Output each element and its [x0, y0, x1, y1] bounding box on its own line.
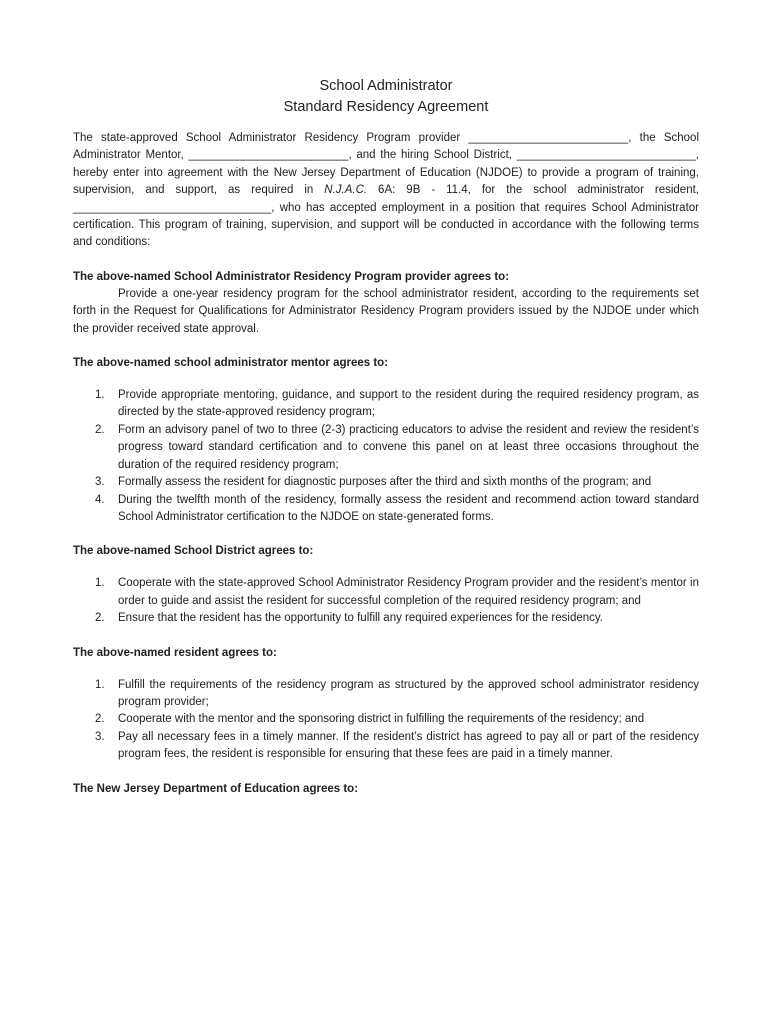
document-title: [73, 76, 699, 118]
list-text: Ensure that the resident has the opportunity to fulfill any required experiences for the residency.: [118, 612, 603, 625]
list-item: [73, 387, 699, 422]
mentor-list: [73, 387, 699, 526]
resident-list: [73, 677, 699, 764]
list-number: 2.: [95, 612, 105, 625]
list-text: Fulfill the requirements of the residency program as structured by the approved school administrator residency program provider;: [118, 678, 699, 708]
list-item: [73, 474, 699, 491]
list-item: [73, 729, 699, 764]
njdoe-heading: The New Jersey Department of Education agrees to:: [73, 782, 359, 795]
district-heading: The above-named School District agrees to:: [73, 545, 314, 558]
intro-text-2: , the School Administrator Mentor,: [73, 132, 699, 162]
list-item: [73, 677, 699, 712]
list-text: Form an advisory panel of two to three (2-3) practicing educators to advise the resident and review the resident’s progress toward standard certification and to convene this panel on at least three occasions throughout the duration of the required residency program;: [118, 423, 699, 471]
provider-heading: The above-named School Administrator Residency Program provider agrees to:: [73, 270, 510, 283]
list-text: Formally assess the resident for diagnostic purposes after the third and sixth months of the program; and: [118, 476, 652, 489]
intro-text-4: , hereby enter into agreement with the New Jersey Department of Education (NJDOE) to provide a program of training, supervision, and support, as required in: [73, 149, 699, 197]
list-number: 4.: [95, 493, 105, 506]
provider-name-blank: _________________________: [468, 132, 629, 144]
intro-text-1: The state-approved School Administrator Residency Program provider: [73, 132, 469, 144]
list-text: Pay all necessary fees in a timely manner. If the resident’s district has agreed to pay all or part of the residency program fees, the resident is responsible for ensuring that these fees are paid in a timely manner.: [118, 730, 699, 761]
list-text: Provide appropriate mentoring, guidance, and support to the resident during the required residency program, as directed by the state-approved residency program;: [118, 389, 699, 419]
list-item: [73, 422, 699, 474]
list-number: 1.: [95, 678, 105, 691]
list-number: 3.: [95, 476, 105, 489]
title-line-1: School Administrator: [319, 78, 453, 94]
district-name-blank: ____________________________: [516, 149, 696, 162]
list-item: [73, 711, 699, 728]
list-number: 3.: [95, 730, 105, 743]
title-line-2: Standard Residency Agreement: [283, 99, 489, 115]
list-number: 2.: [95, 423, 105, 436]
document-page: [73, 76, 699, 798]
intro-text-5: 6A: 9B - 11.4, for the school administrator resident,: [367, 184, 699, 197]
intro-text-6: , who has accepted employment in a position that requires School Administrator certification. This program of training, supervision, and support will be conducted in accordance with the following terms and conditions:: [73, 201, 699, 249]
list-item: [73, 610, 699, 627]
mentor-name-blank: _________________________: [188, 149, 349, 162]
resident-name-blank: _______________________________: [73, 201, 272, 214]
list-number: 1.: [95, 577, 105, 590]
list-text: During the twelfth month of the residency, formally assess the resident and recommend action toward standard School Administrator certification to the NJDOE on state-generated forms.: [118, 493, 699, 523]
intro-text-3: , and the hiring School District,: [348, 149, 517, 162]
citation: N.J.A.C.: [324, 184, 368, 197]
resident-heading: The above-named resident agrees to:: [73, 646, 277, 659]
list-item: [73, 492, 699, 527]
list-number: 1.: [95, 389, 105, 402]
intro-paragraph: [73, 130, 699, 252]
provider-paragraph: Provide a one-year residency program for the school administrator resident, according to the requirements set forth in the Request for Qualifications for Administrator Residency Program providers issued by the NJDOE under which the provider received state approval.: [73, 287, 699, 335]
list-number: 2.: [95, 713, 105, 726]
list-text: Cooperate with the state-approved School Administrator Residency Program provider and the resident’s mentor in order to guide and assist the resident for successful completion of the required residency program; and: [118, 577, 699, 607]
district-list: [73, 575, 699, 627]
list-item: [73, 575, 699, 610]
list-text: Cooperate with the mentor and the sponsoring district in fulfilling the requirements of the residency; and: [118, 713, 645, 726]
mentor-heading: The above-named school administrator mentor agrees to:: [73, 357, 389, 370]
